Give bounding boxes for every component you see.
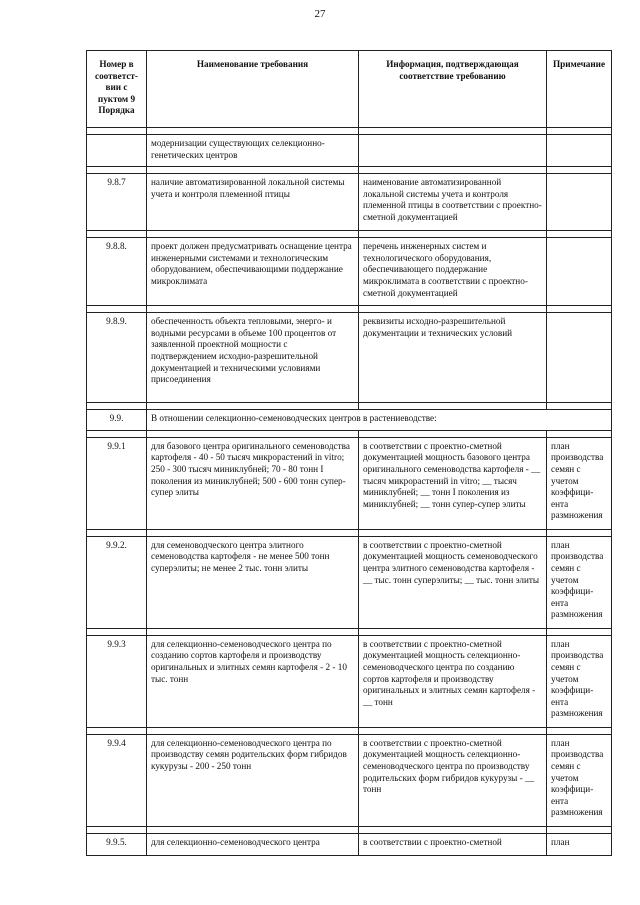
row-info: в соответствии с проектно-сметной документацией мощность семеноводческого центра элитного семеноводства картофеля - __ тыс. тонн суперэлиты; __ тыс. тонн элиты — [359, 536, 547, 628]
row-number: 9.8.8. — [87, 238, 147, 306]
gap-row — [87, 306, 612, 313]
row-note: план производства семян с учетом коэффици-ента размножения — [547, 536, 612, 628]
section-row — [87, 410, 612, 431]
row-number: 9.9.4 — [87, 734, 147, 826]
row-info: в соответствии с проектно-сметной документацией мощность селекционно-семеноводческого центра по производству родительских форм гибридов кукурузы - __ тонн — [359, 734, 547, 826]
header-note: Примечание — [547, 51, 612, 128]
row-number: 9.9.5. — [87, 833, 147, 855]
gap-row — [87, 403, 612, 410]
row-note: план производства семян с учетом коэффици-ента размножения — [547, 635, 612, 727]
row-number: 9.9.3 — [87, 635, 147, 727]
gap-row — [87, 128, 612, 135]
gap-row — [87, 430, 612, 437]
continuation-row — [87, 135, 612, 167]
row-requirement: для селекционно-семеноводческого центра по производству семян родительских форм гибридов кукурузы - 200 - 250 тонн — [147, 734, 359, 826]
page-number: 27 — [314, 8, 326, 20]
row-info: в соответствии с проектно-сметной — [359, 833, 547, 855]
row-requirement: обеспеченность объекта тепловыми, энерго- и водными ресурсами в объеме 100 процентов от заявленной проектной мощности с подтверждением исходно-разрешительной документацией и техническими условиями присоединения — [147, 313, 359, 403]
requirements-table — [86, 50, 612, 856]
row-info: реквизиты исходно-разрешительной документации и технических условий — [359, 313, 547, 403]
table-row — [87, 174, 612, 231]
row-note — [547, 313, 612, 403]
row-note — [547, 174, 612, 231]
table-row — [87, 437, 612, 529]
table-row — [87, 734, 612, 826]
row-number: 9.9.2. — [87, 536, 147, 628]
table-row — [87, 536, 612, 628]
row-note: план производства семян с учетом коэффици-ента размножения — [547, 437, 612, 529]
gap-row — [87, 727, 612, 734]
gap-row — [87, 529, 612, 536]
row-requirement: для семеноводческого центра элитного семеноводства картофеля - не менее 500 тонн суперэлиты; не менее 2 тыс. тонн элиты — [147, 536, 359, 628]
table-row — [87, 833, 612, 855]
row-note: план производства семян с учетом коэффици-ента размножения — [547, 734, 612, 826]
header-row — [87, 51, 612, 128]
row-number: 9.8.7 — [87, 174, 147, 231]
row-requirement: проект должен предусматривать оснащение центра инженерными системами и технологическим оборудованием, обеспечивающими поддержание микроклимата — [147, 238, 359, 306]
header-number: Номер в соответст-вии с пуктом 9 Порядка — [87, 51, 147, 128]
row-requirement: наличие автоматизированной локальной системы учета и контроля племенной птицы — [147, 174, 359, 231]
gap-row — [87, 167, 612, 174]
row-info: перечень инженерных систем и технологического оборудования, обеспечивающего поддержание микроклимата в соответствии с проектно-сметной документацией — [359, 238, 547, 306]
row-requirement: для селекционно-семеноводческого центра — [147, 833, 359, 855]
row-note — [547, 238, 612, 306]
row-info: в соответствии с проектно-сметной документацией мощность базового центра оригинального семеноводства картофеля - __ тысяч микрорастений in vitro; __ тысяч миниклубней; __ тонн I поколения из миниклубней; __ тонн супер-супер элиты — [359, 437, 547, 529]
gap-row — [87, 231, 612, 238]
section-number: 9.9. — [87, 410, 147, 431]
gap-row — [87, 826, 612, 833]
header-requirement: Наименование требования — [147, 51, 359, 128]
table-row — [87, 238, 612, 306]
header-info: Информация, подтверждающая соответствие требованию — [359, 51, 547, 128]
row-requirement: для селекционно-семеноводческого центра по созданию сортов картофеля и производству оригинальных и элитных семян картофеля - 2 - 10 тыс. тонн — [147, 635, 359, 727]
table-row — [87, 635, 612, 727]
row-info: в соответствии с проектно-сметной документацией мощность селекционно-семеноводческого центра по созданию сортов картофеля и производству оригинальных и элитных семян картофеля - __ тонн — [359, 635, 547, 727]
gap-row — [87, 628, 612, 635]
section-title: В отношении селекционно-семеноводческих центров в растениеводстве: — [147, 410, 612, 431]
row-number: 9.8.9. — [87, 313, 147, 403]
row-number: 9.9.1 — [87, 437, 147, 529]
row-note: план — [547, 833, 612, 855]
continuation-text: модернизации существующих селекционно-генетических центров — [147, 135, 359, 167]
table-row — [87, 313, 612, 403]
row-requirement: для базового центра оригинального семеноводства картофеля - 40 - 50 тысяч микрорастений in vitro; 250 - 300 тысяч миниклубней; 70 - 80 тонн I поколения из миниклубней; 500 - 600 тонн супер-супер элиты — [147, 437, 359, 529]
row-info: наименование автоматизированной локальной системы учета и контроля племенной птицы в соответствии с проектно-сметной документацией — [359, 174, 547, 231]
